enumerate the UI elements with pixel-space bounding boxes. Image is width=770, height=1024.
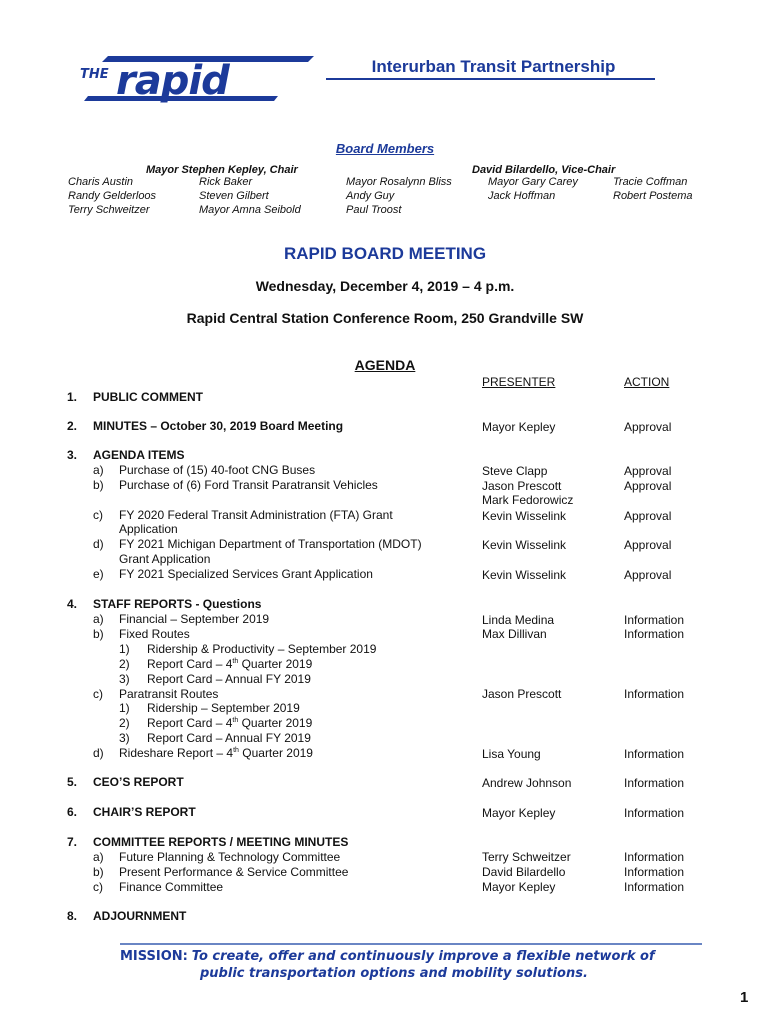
subitem-text: Present Performance & Service Committee xyxy=(119,865,349,879)
report-text: Report Card – 4th Quarter 2019 xyxy=(147,657,313,671)
board-vice-chair: David Bilardello, Vice-Chair xyxy=(472,164,616,176)
subitem-text: Purchase of (15) 40-foot CNG Buses xyxy=(119,463,316,477)
presenter: Mayor Kepley xyxy=(482,806,556,820)
report-number: 2) xyxy=(119,657,130,671)
subitem-letter: b) xyxy=(93,478,104,492)
meeting-date: Wednesday, December 4, 2019 – 4 p.m. xyxy=(255,278,515,294)
presenter: Kevin Wisselink xyxy=(482,509,567,523)
agenda-item-label: MINUTES – October 30, 2019 Board Meeting xyxy=(93,419,344,433)
presenter: Jason Prescott xyxy=(482,479,562,493)
agenda-item-label: PUBLIC COMMENT xyxy=(93,390,203,404)
presenter: Mark Fedorowicz xyxy=(482,493,574,507)
subitem-text: Rideshare Report – 4th Quarter 2019 xyxy=(119,746,313,760)
action: Information xyxy=(624,776,685,790)
action: Approval xyxy=(624,464,672,478)
subitem-text: FY 2020 Federal Transit Administration (FTA) Grant xyxy=(119,508,393,522)
subitem-text: Application xyxy=(119,522,178,536)
mission-label: MISSION: xyxy=(120,949,188,964)
action: Approval xyxy=(624,538,672,552)
board-member: Mayor Amna Seibold xyxy=(199,204,301,216)
report-number: 3) xyxy=(119,672,130,686)
mission-text-line2: public transportation options and mobility solutions. xyxy=(200,966,588,981)
logo-rapid-text: rapid xyxy=(116,58,229,104)
agenda-item-label: AGENDA ITEMS xyxy=(93,448,185,462)
board-member: Andy Guy xyxy=(346,190,395,202)
action: Information xyxy=(624,865,685,879)
page-number: 1 xyxy=(740,989,749,1006)
presenter: Linda Medina xyxy=(482,613,555,627)
board-chair: Mayor Stephen Kepley, Chair xyxy=(146,164,298,176)
report-number: 2) xyxy=(119,716,130,730)
report-number: 1) xyxy=(119,701,130,715)
meeting-title: RAPID BOARD MEETING xyxy=(283,244,487,263)
report-number: 3) xyxy=(119,731,130,745)
presenter: Lisa Young xyxy=(482,747,541,761)
report-number: 1) xyxy=(119,642,130,656)
logo-the-text: THE xyxy=(80,67,109,82)
agenda-item-label: ADJOURNMENT xyxy=(93,909,187,923)
header-rule xyxy=(326,78,655,80)
subitem-letter: c) xyxy=(93,880,103,894)
presenter: Jason Prescott xyxy=(482,687,562,701)
presenter-column-header: PRESENTER xyxy=(482,375,556,389)
agenda-item-number: 8. xyxy=(67,909,78,923)
presenter: Kevin Wisselink xyxy=(482,538,567,552)
subitem-text: Purchase of (6) Ford Transit Paratransit Vehicles xyxy=(119,478,378,492)
subitem-text: FY 2021 Specialized Services Grant Application xyxy=(119,567,373,581)
action: Information xyxy=(624,613,685,627)
subitem-letter: c) xyxy=(93,508,103,522)
meeting-location: Rapid Central Station Conference Room, 250 Grandville SW xyxy=(186,310,584,326)
agenda-item-label: STAFF REPORTS - Questions xyxy=(93,597,262,611)
board-member: Robert Postema xyxy=(613,190,693,202)
agenda-heading: AGENDA xyxy=(354,357,416,373)
board-member: Jack Hoffman xyxy=(488,190,556,202)
action: Approval xyxy=(624,568,672,582)
presenter: Mayor Kepley xyxy=(482,880,556,894)
rapid-logo xyxy=(78,52,318,104)
mission-statement xyxy=(120,947,680,964)
agenda-item-label: COMMITTEE REPORTS / MEETING MINUTES xyxy=(93,835,349,849)
presenter: Steve Clapp xyxy=(482,464,548,478)
action: Information xyxy=(624,687,685,701)
report-text: Report Card – Annual FY 2019 xyxy=(147,672,311,686)
board-member: Paul Troost xyxy=(346,204,402,216)
subitem-text: Grant Application xyxy=(119,552,211,566)
action: Approval xyxy=(624,479,672,493)
board-member: Mayor Rosalynn Bliss xyxy=(346,176,452,188)
action: Approval xyxy=(624,420,672,434)
action: Approval xyxy=(624,509,672,523)
subitem-text: Future Planning & Technology Committee xyxy=(119,850,341,864)
mission-rule xyxy=(120,943,702,945)
subitem-letter: a) xyxy=(93,612,104,626)
agenda-item-number: 1. xyxy=(67,390,78,404)
report-text: Ridership – September 2019 xyxy=(147,701,300,715)
action-column-header: ACTION xyxy=(624,375,670,389)
subitem-letter: a) xyxy=(93,850,104,864)
subitem-text: Finance Committee xyxy=(119,880,224,894)
board-member: Tracie Coffman xyxy=(613,176,688,188)
mission-text-line1: To create, offer and continuously improve a flexible network of xyxy=(191,949,655,964)
subitem-letter: b) xyxy=(93,865,104,879)
board-members-heading: Board Members xyxy=(335,141,435,156)
agenda-item-label: CEO’S REPORT xyxy=(93,775,184,789)
board-member: Rick Baker xyxy=(199,176,253,188)
subitem-letter: d) xyxy=(93,746,104,760)
agenda-item-number: 5. xyxy=(67,775,78,789)
agenda-item-number: 6. xyxy=(67,805,78,819)
presenter: Kevin Wisselink xyxy=(482,568,567,582)
subitem-letter: e) xyxy=(93,567,104,581)
rapid-logo-graphic xyxy=(78,52,318,104)
subitem-text: Financial – September 2019 xyxy=(119,612,270,626)
action: Information xyxy=(624,747,685,761)
action: Information xyxy=(624,850,685,864)
subitem-text: Fixed Routes xyxy=(119,627,190,641)
action: Information xyxy=(624,627,685,641)
subitem-letter: b) xyxy=(93,627,104,641)
agenda-item-number: 7. xyxy=(67,835,78,849)
action: Information xyxy=(624,806,685,820)
presenter: Max Dillivan xyxy=(482,627,547,641)
subitem-text: FY 2021 Michigan Department of Transportation (MDOT) xyxy=(119,537,422,551)
agenda-item-number: 2. xyxy=(67,419,78,433)
report-text: Report Card – 4th Quarter 2019 xyxy=(147,716,313,730)
board-member: Randy Gelderloos xyxy=(68,190,157,202)
report-text: Report Card – Annual FY 2019 xyxy=(147,731,311,745)
presenter: David Bilardello xyxy=(482,865,566,879)
presenter: Mayor Kepley xyxy=(482,420,556,434)
board-member: Mayor Gary Carey xyxy=(488,176,578,188)
board-member: Terry Schweitzer xyxy=(68,204,150,216)
presenter: Terry Schweitzer xyxy=(482,850,571,864)
organization-name: Interurban Transit Partnership xyxy=(371,57,616,76)
agenda-item-number: 4. xyxy=(67,597,78,611)
subitem-letter: d) xyxy=(93,537,104,551)
action: Information xyxy=(624,880,685,894)
subitem-text: Paratransit Routes xyxy=(119,687,219,701)
subitem-letter: c) xyxy=(93,687,103,701)
agenda-item-label: CHAIR’S REPORT xyxy=(93,805,196,819)
board-member: Charis Austin xyxy=(68,176,134,188)
agenda-item-number: 3. xyxy=(67,448,78,462)
board-member: Steven Gilbert xyxy=(199,190,269,202)
subitem-letter: a) xyxy=(93,463,104,477)
report-text: Ridership & Productivity – September 2019 xyxy=(147,642,377,656)
presenter: Andrew Johnson xyxy=(482,776,572,790)
